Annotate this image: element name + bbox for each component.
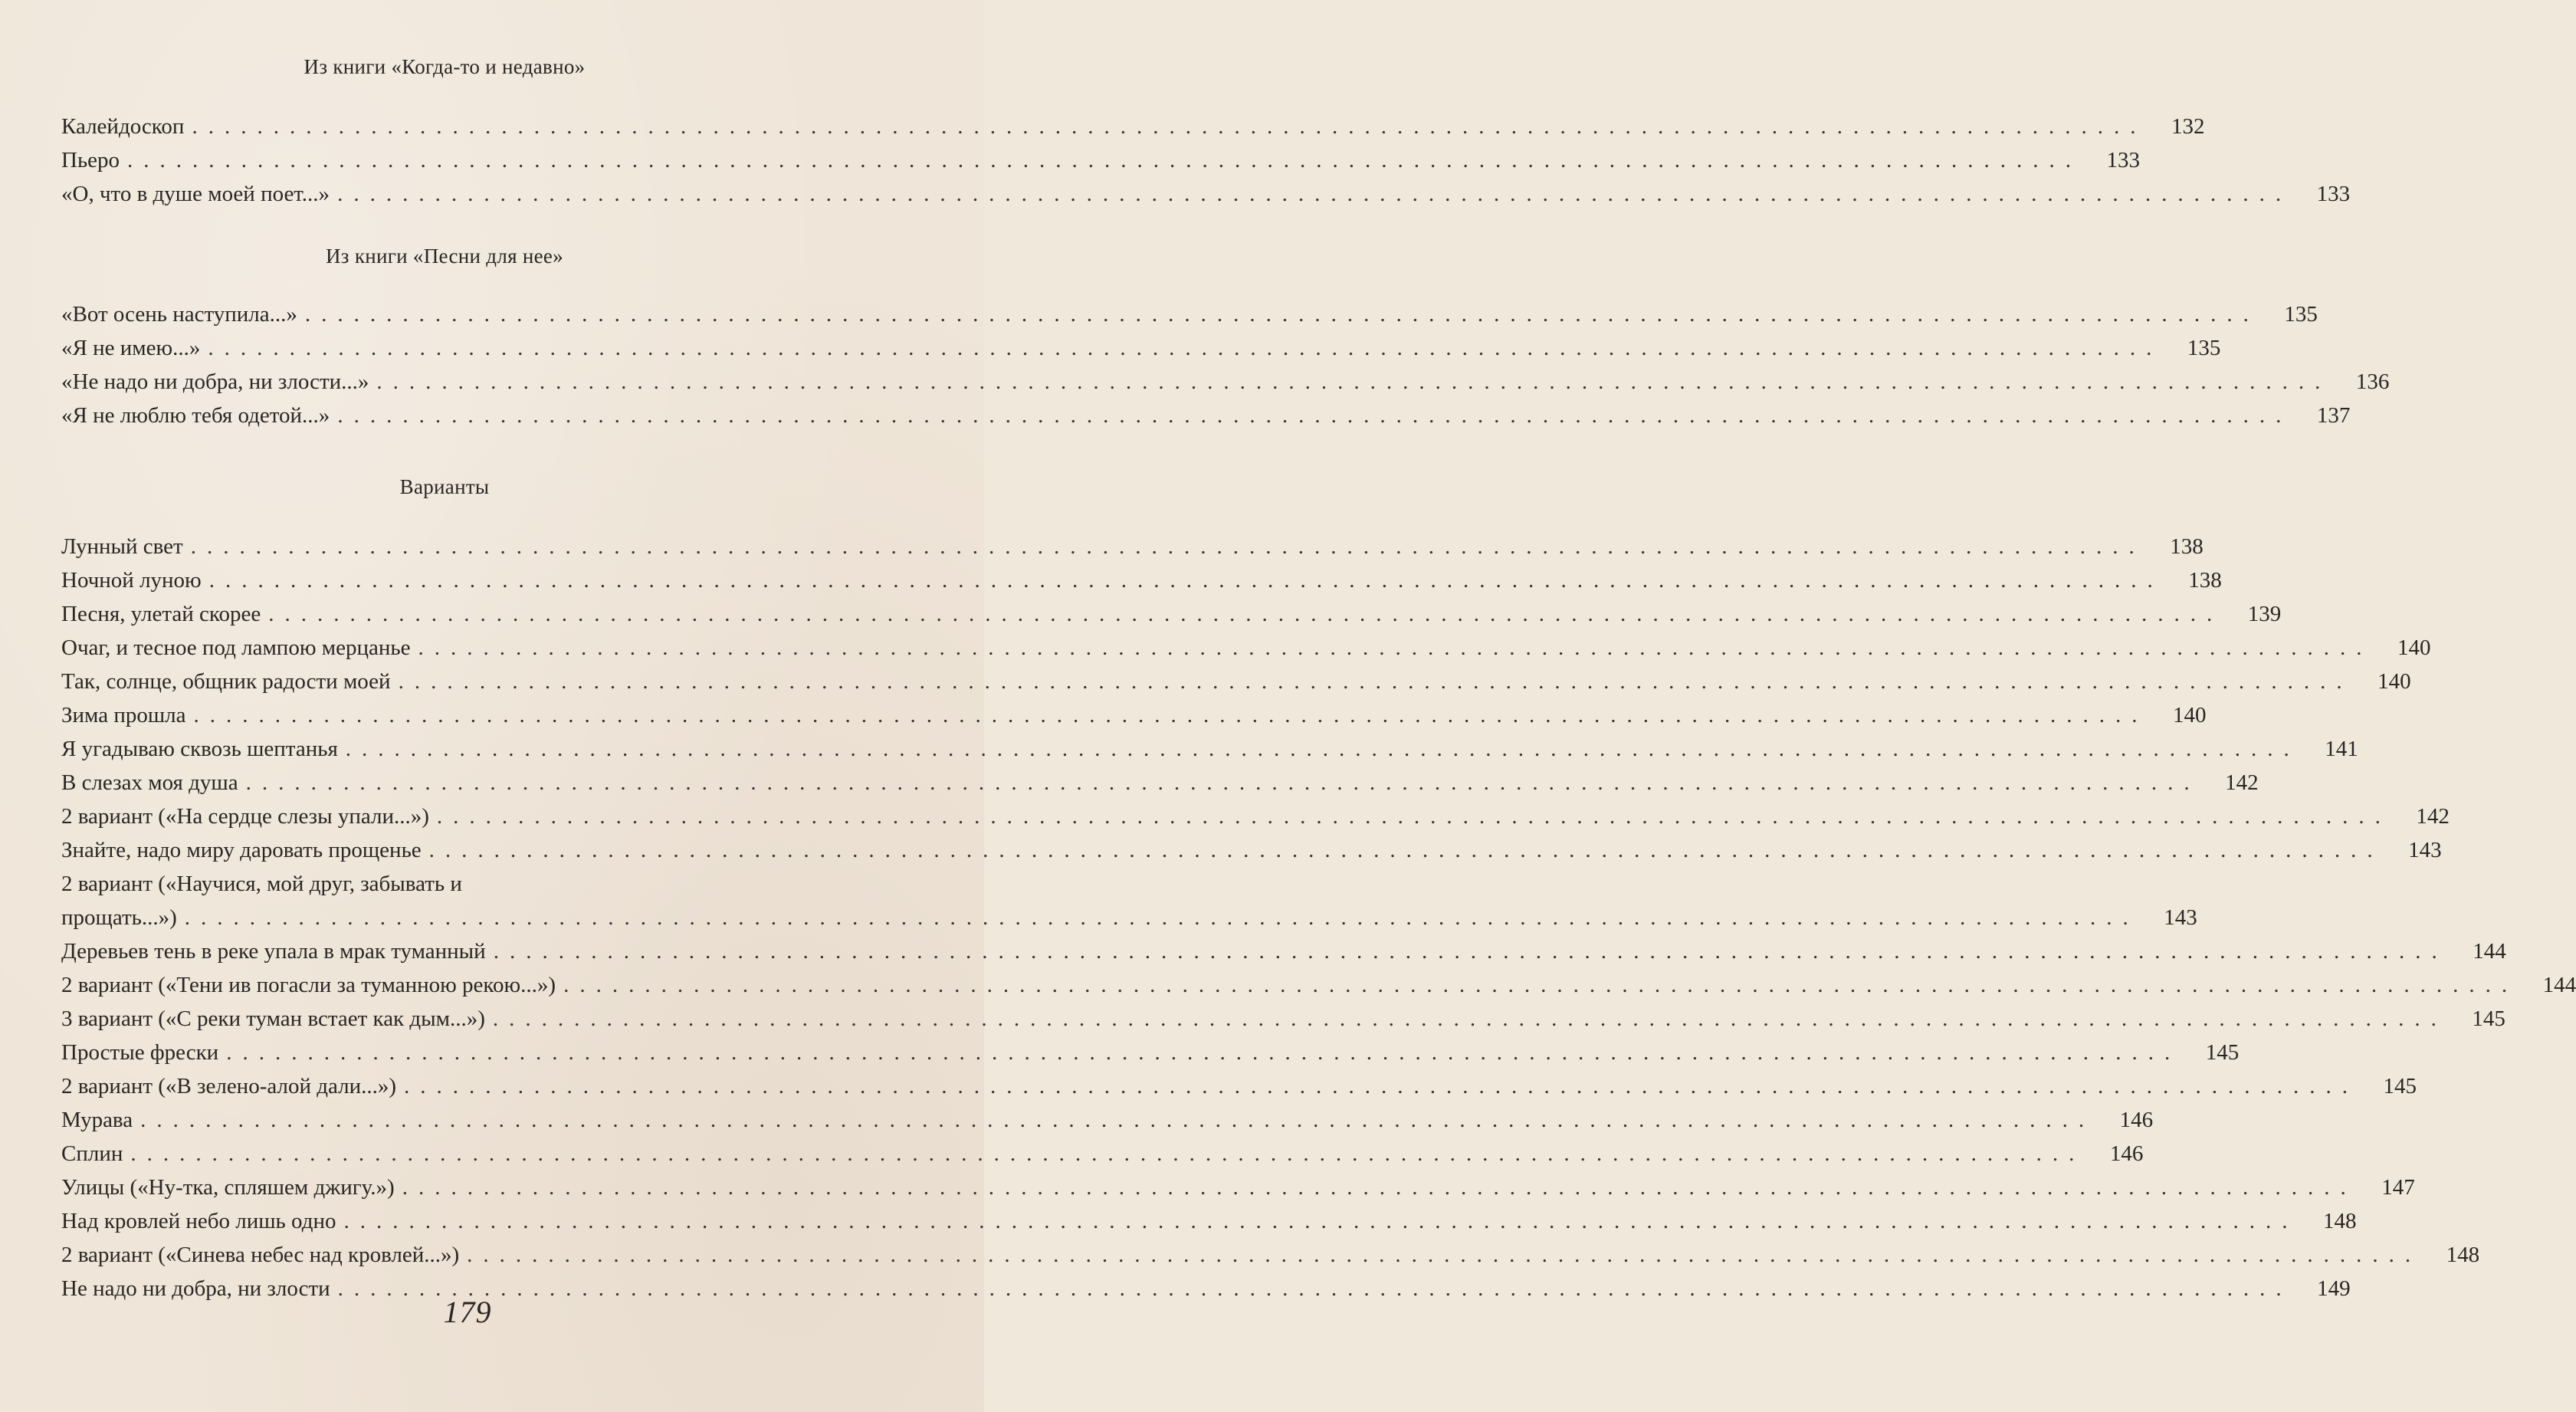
entry-page: 146: [2109, 1141, 2144, 1166]
entry-page: 142: [2416, 804, 2450, 829]
entry-title: 3 вариант («С реки туман встает как дым...»): [61, 1006, 485, 1031]
leader-dots: ........................................................................................................................: [337, 182, 2292, 206]
entry-title: Так, солнце, общник радости моей: [61, 669, 391, 694]
toc-entry: [61, 1238, 2480, 1272]
entry-page: 146: [2119, 1108, 2154, 1132]
toc-entry: [61, 1002, 2505, 1036]
entry-title: «Я не имею...»: [61, 336, 201, 360]
entry-title: Улицы («Ну-тка, спляшем джигу.»): [61, 1175, 395, 1200]
leader-dots: ........................................................................................................................: [467, 1243, 2422, 1267]
leader-dots: ........................................................................................................................: [402, 1175, 2357, 1200]
entry-title: Пьеро: [61, 148, 120, 172]
entry-title: 2 вариант («Тени ив погасли за туманною рекою...»): [61, 973, 556, 997]
leader-dots: ........................................................................................................................: [245, 770, 2200, 795]
toc-entry: [61, 143, 2141, 177]
toc-entry: [61, 177, 2351, 211]
leader-dots: ........................................................................................................................: [190, 534, 2145, 559]
toc-entry: [61, 399, 2351, 432]
entry-title: Песня, улетай скорее: [61, 602, 261, 626]
leader-dots: ........................................................................................................................: [492, 1006, 2447, 1031]
toc-entry: [61, 631, 2431, 665]
entry-title: 2 вариант («На сердце слезы упали...»): [61, 804, 429, 829]
toc-entry: [61, 365, 2390, 399]
toc-entry: [61, 1036, 2240, 1069]
entry-title: Очаг, и тесное под лампою мерцанье: [61, 635, 411, 660]
entry-title: «О, что в душе моей поет...»: [61, 182, 330, 206]
entry-title: 2 вариант («Научися, мой друг, забывать и: [61, 872, 462, 896]
entry-title: Сплин: [61, 1141, 123, 1166]
entry-page: 147: [2381, 1175, 2415, 1200]
entry-title: Простые фрески: [61, 1040, 219, 1065]
entry-page: 140: [2377, 669, 2411, 694]
entry-page: 135: [2187, 336, 2221, 360]
toc-entry: [61, 331, 2221, 365]
entry-title: Не надо ни добра, ни злости: [61, 1276, 330, 1301]
entry-page: 133: [2316, 182, 2351, 206]
entry-title: Мурава: [61, 1108, 133, 1132]
toc-entry: [61, 665, 2411, 698]
entry-title-continuation: прощать...»): [61, 905, 177, 930]
toc-entry-continuation: [61, 901, 2197, 934]
table-of-contents: [61, 55, 2576, 1305]
toc-entry: [61, 597, 2282, 631]
entry-page: 138: [2188, 568, 2222, 593]
section-title: Из книги «Когда-то и недавно»: [304, 55, 586, 78]
toc-entry: [61, 563, 2222, 597]
leader-dots: ........................................................................................................................: [193, 703, 2148, 727]
page-number: 179: [443, 1295, 492, 1329]
toc-entry: [61, 698, 2207, 732]
leader-dots: ........................................................................................................................: [343, 1209, 2299, 1233]
leader-dots: ........................................................................................................................: [304, 302, 2259, 327]
toc-entry: [61, 766, 2259, 800]
entry-page: 145: [2205, 1040, 2240, 1065]
toc-entry: [61, 1171, 2415, 1204]
leader-dots: ........................................................................................................................: [398, 669, 2353, 694]
toc-entry: [61, 732, 2358, 766]
toc-entry: [61, 1204, 2357, 1238]
entry-title: «Вот осень наступила...»: [61, 302, 297, 327]
entry-page: 144: [2542, 973, 2576, 997]
leader-dots: ........................................................................................................................: [376, 369, 2332, 394]
entry-page: 137: [2316, 403, 2351, 428]
leader-dots: ........................................................................................................................: [493, 939, 2448, 964]
entry-page: 136: [2355, 369, 2390, 394]
entry-title: 2 вариант («Синева небес над кровлей...»): [61, 1243, 460, 1267]
leader-dots: ........................................................................................................................: [337, 1276, 2292, 1301]
entry-page: 133: [2106, 148, 2141, 172]
leader-dots: ........................................................................................................................: [127, 148, 2082, 172]
entry-page: 138: [2170, 534, 2204, 559]
entry-page: 142: [2225, 770, 2259, 795]
leader-dots: ........................................................................................................................: [268, 602, 2223, 626]
entry-page: 145: [2383, 1074, 2417, 1098]
toc-entry: [61, 968, 2576, 1002]
toc-entry: [61, 833, 2442, 867]
entry-page: 145: [2472, 1006, 2505, 1031]
toc-entry: [61, 1137, 2144, 1171]
entry-title: Зима прошла: [61, 703, 186, 727]
entry-page: 143: [2164, 905, 2197, 930]
entry-page: 149: [2317, 1276, 2351, 1301]
leader-dots: ........................................................................................................................: [208, 568, 2164, 593]
entry-page: 141: [2325, 737, 2358, 761]
entry-page: 143: [2408, 838, 2442, 862]
leader-dots: ........................................................................................................................: [208, 336, 2163, 360]
entry-title: Над кровлей небо лишь одно: [61, 1209, 336, 1233]
toc-entry: [61, 297, 2318, 331]
leader-dots: ........................................................................................................................: [226, 1040, 2181, 1065]
entry-page: 132: [2171, 114, 2205, 139]
entry-title: В слезах моя душа: [61, 770, 238, 795]
entry-page: 135: [2284, 302, 2318, 327]
toc-entry: [61, 800, 2450, 833]
leader-dots: ........................................................................................................................: [130, 1141, 2085, 1166]
toc-entry: [61, 1103, 2154, 1137]
leader-dots: ........................................................................................................................: [436, 804, 2391, 829]
section-title: Из книги «Песни для нее»: [326, 245, 563, 268]
leader-dots: ........................................................................................................................: [184, 905, 2139, 930]
section-title: Варианты: [399, 475, 490, 498]
entry-title: Лунный свет: [61, 534, 183, 559]
leader-dots: ........................................................................................................................: [140, 1108, 2095, 1132]
entry-title: Калейдоскоп: [61, 114, 185, 139]
toc-entry: [61, 1069, 2417, 1103]
leader-dots: ........................................................................................................................: [563, 973, 2519, 997]
leader-dots: ........................................................................................................................: [192, 114, 2147, 139]
leader-dots: ........................................................................................................................: [418, 635, 2373, 660]
toc-entry: [61, 530, 2204, 563]
leader-dots: ........................................................................................................................: [337, 403, 2292, 428]
entry-title: «Я не люблю тебя одетой...»: [61, 403, 330, 428]
leader-dots: ........................................................................................................................: [404, 1074, 2359, 1098]
toc-entry: [61, 867, 2197, 934]
toc-entry: [61, 934, 2506, 968]
entry-page: 140: [2397, 635, 2431, 660]
leader-dots: ........................................................................................................................: [345, 737, 2300, 761]
entry-title: «Не надо ни добра, ни злости...»: [61, 369, 369, 394]
entry-title: Ночной луною: [61, 568, 202, 593]
entry-title: Знайте, надо миру даровать прощенье: [61, 838, 422, 862]
entry-page: 139: [2247, 602, 2282, 626]
entry-page: 144: [2473, 939, 2506, 964]
leader-dots: ........................................................................................................................: [428, 838, 2384, 862]
entry-title: 2 вариант («В зелено-алой дали...»): [61, 1074, 397, 1098]
entry-title: Я угадываю сквозь шептанья: [61, 737, 338, 761]
entry-page: 148: [2446, 1243, 2480, 1267]
toc-entry: [61, 110, 2205, 143]
entry-page: 148: [2322, 1209, 2357, 1233]
entry-page: 140: [2173, 703, 2207, 727]
entry-title: Деревьев тень в реке упала в мрак туманный: [61, 939, 486, 964]
